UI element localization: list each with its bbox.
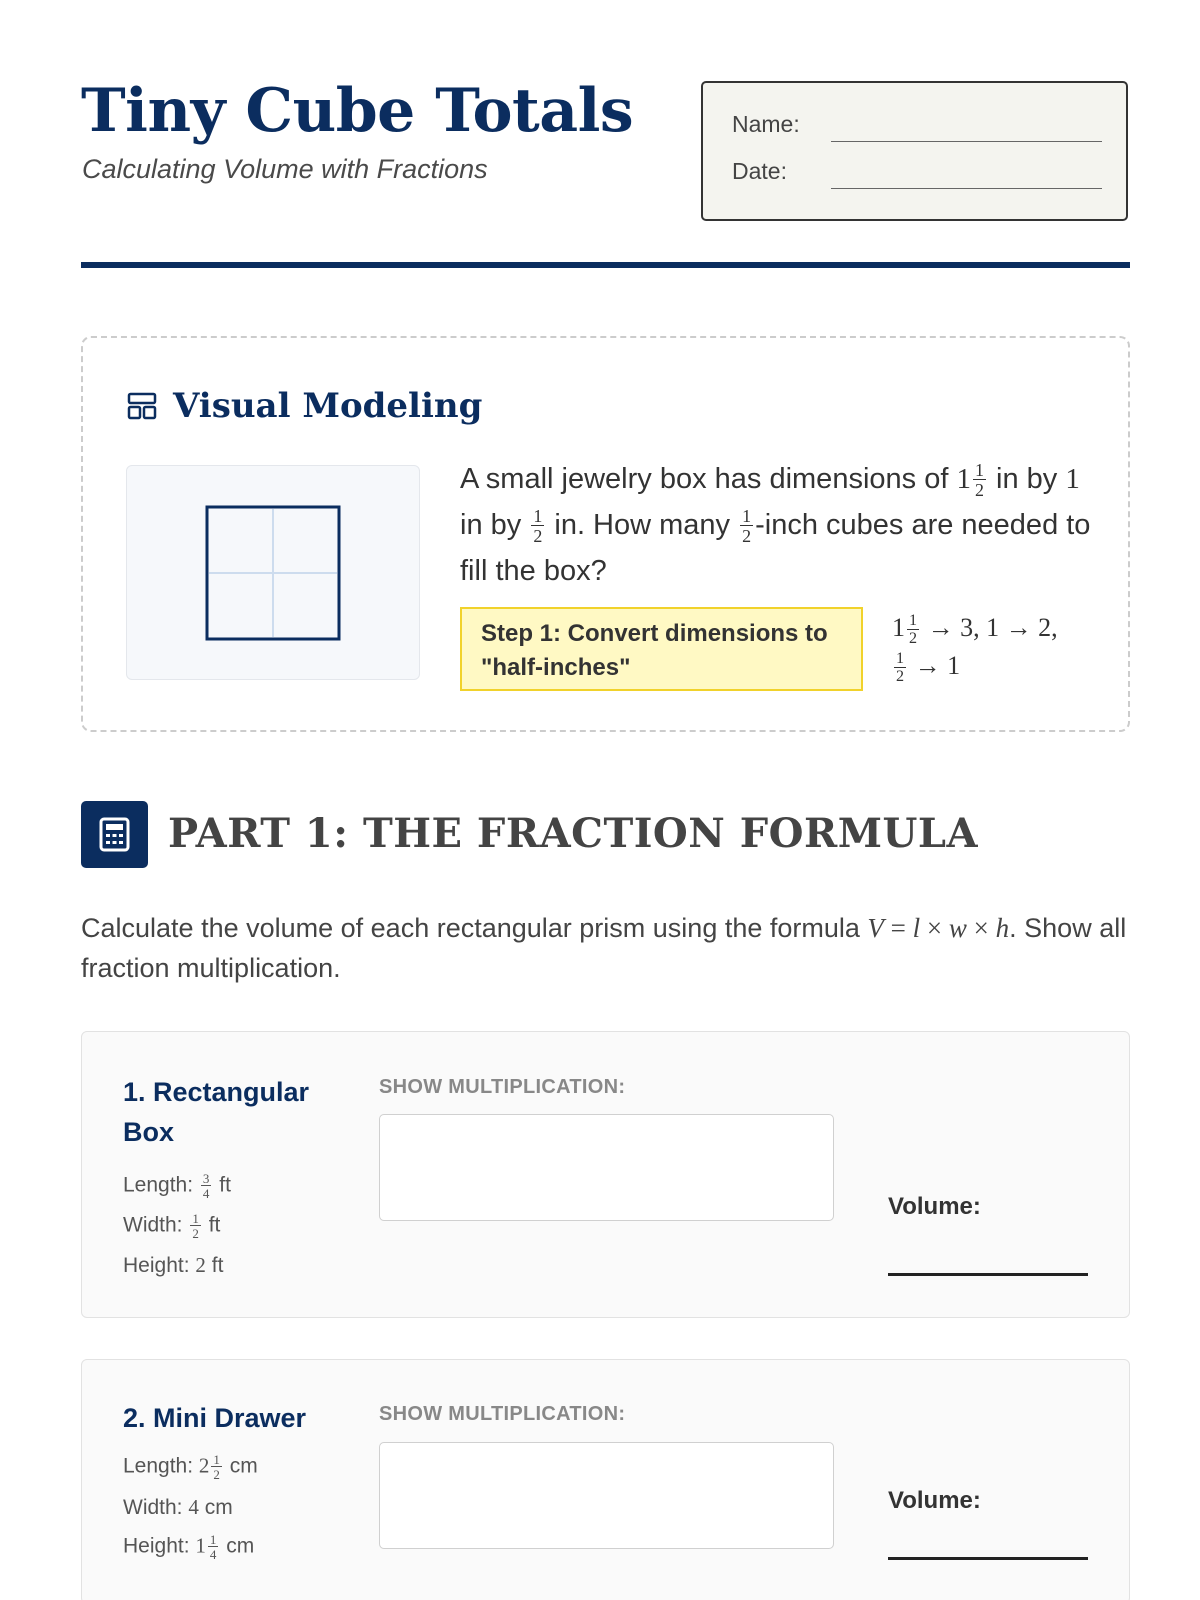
visual-modeling-panel — [81, 336, 1130, 732]
name-label: Name: — [732, 111, 800, 137]
multiplication-work-box[interactable] — [379, 1114, 834, 1221]
dim-2: 1 — [1065, 463, 1080, 495]
name-row — [732, 112, 1102, 142]
date-row — [732, 159, 1102, 189]
page-title: Tiny Cube Totals — [81, 76, 634, 146]
problem-statement — [460, 456, 1096, 594]
calculator-icon — [99, 817, 130, 852]
problem-card — [81, 1359, 1130, 1600]
visual-modeling-title: Visual Modeling — [173, 386, 483, 426]
date-label: Date: — [732, 158, 787, 184]
volume-answer-line[interactable] — [888, 1557, 1088, 1560]
arrow-icon: → — [1005, 613, 1032, 642]
arrow-icon: → — [914, 651, 941, 681]
problem-title: 1. Rectangular Box — [123, 1077, 310, 1147]
problem-text-2: in by — [996, 463, 1058, 495]
problem-title: 2. Mini Drawer — [123, 1403, 307, 1433]
dim-fraction-1: $\frac{1}{2}$ — [974, 460, 984, 501]
cube-fraction: $\frac{1}{2}$ — [742, 506, 752, 547]
volume-label: Volume: — [888, 1487, 981, 1514]
volume-formula: V = l × w × h — [867, 913, 1010, 943]
problem-text-3: in by — [460, 509, 522, 541]
problem-text-4: in. How many — [554, 509, 731, 541]
cube-grid-diagram — [127, 466, 421, 681]
width-value: Width: 4 cm — [123, 1495, 233, 1519]
name-date-box — [701, 81, 1128, 221]
date-field[interactable] — [831, 188, 1102, 189]
part1-instructions: Calculate the volume of each rectangular prism using the formula V = l × w × h. Show all fraction multiplication. — [81, 913, 1127, 983]
volume-answer-line[interactable] — [888, 1273, 1088, 1276]
height-value: Height: 2 ft — [123, 1253, 224, 1277]
volume-label: Volume: — [888, 1193, 981, 1220]
layout-icon — [127, 391, 157, 421]
header-divider — [81, 262, 1130, 268]
show-multiplication-label: SHOW MULTIPLICATION: — [379, 1076, 626, 1098]
page-subtitle: Calculating Volume with Fractions — [82, 154, 488, 184]
problem-text-5: -inch cubes are needed to fill the box? — [460, 509, 1091, 587]
part1-badge — [81, 801, 148, 868]
problem-card — [81, 1031, 1130, 1318]
cube-model — [126, 465, 420, 680]
width-value: Width: $\frac{1}{2}$ ft — [123, 1211, 221, 1242]
problem-text-1: A small jewelry box has dimensions of — [460, 463, 949, 495]
step-1-conversion: 1 $\frac{1}{2}$ → 3, 1 → 2, $\frac{1}{2}$ → 1 — [892, 611, 1058, 686]
name-field[interactable] — [831, 141, 1102, 142]
arrow-icon: → — [927, 613, 954, 642]
height-value: Height: 1 $\frac{1}{4}$ cm — [123, 1532, 255, 1563]
multiplication-work-box[interactable] — [379, 1442, 834, 1549]
step-1-callout: Step 1: Convert dimensions to "half-inches" — [460, 607, 863, 691]
length-value: Length: $\frac{3}{4}$ ft — [123, 1171, 231, 1202]
show-multiplication-label: SHOW MULTIPLICATION: — [379, 1403, 626, 1425]
length-value: Length: 2 $\frac{1}{2}$ cm — [123, 1452, 258, 1483]
dim-whole-1: 1 — [956, 463, 971, 495]
dim-fraction-3: $\frac{1}{2}$ — [533, 506, 543, 547]
part1-title: PART 1: THE FRACTION FORMULA — [168, 810, 979, 857]
